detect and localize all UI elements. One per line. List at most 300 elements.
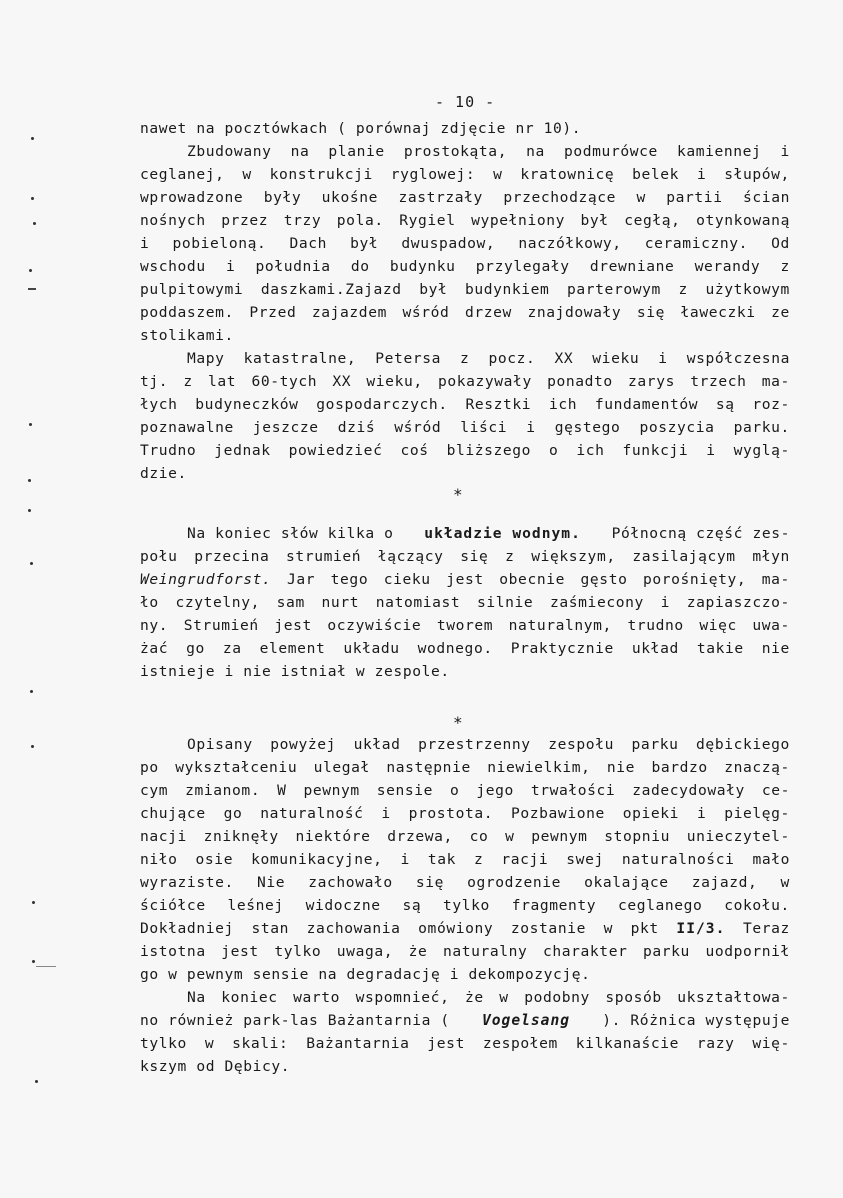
text-line bbox=[140, 140, 790, 163]
word: zespołem bbox=[482, 1035, 558, 1052]
word: warto bbox=[293, 989, 341, 1006]
word: niło bbox=[140, 851, 178, 868]
margin-mark bbox=[28, 509, 31, 512]
word: nośnych bbox=[140, 212, 206, 229]
word: strumień bbox=[286, 548, 362, 565]
word: następnie bbox=[386, 759, 471, 776]
word: trzech bbox=[690, 373, 747, 390]
word: żać bbox=[140, 640, 169, 657]
word: drzewa, bbox=[387, 828, 453, 845]
word: fundamentów bbox=[594, 396, 699, 413]
word: tworem bbox=[436, 617, 494, 634]
word: układ bbox=[353, 736, 401, 753]
word: pokazywały bbox=[437, 373, 532, 390]
word: dziś bbox=[337, 419, 376, 436]
word: XX bbox=[554, 350, 574, 367]
word: okalające bbox=[584, 874, 669, 891]
word: Pozbawione bbox=[511, 805, 605, 822]
text-line bbox=[140, 416, 790, 439]
text-line bbox=[140, 779, 790, 802]
word: zastrzały bbox=[398, 189, 483, 206]
word: podmurówce bbox=[564, 143, 658, 160]
word: istotna bbox=[140, 943, 206, 960]
word: słupów, bbox=[724, 166, 790, 183]
word: swej bbox=[566, 851, 604, 868]
word: zespołu bbox=[548, 736, 614, 753]
word: kratownicę bbox=[520, 166, 615, 183]
word: daszkami.Zajazd bbox=[260, 281, 402, 298]
word: jego bbox=[476, 782, 514, 799]
word: tak bbox=[427, 851, 457, 868]
word: go bbox=[186, 640, 205, 657]
word: się bbox=[460, 548, 489, 565]
word: Nie bbox=[256, 874, 286, 891]
text-line bbox=[140, 591, 790, 614]
word: w bbox=[636, 189, 646, 206]
word: z bbox=[780, 258, 790, 275]
word: ze bbox=[771, 304, 790, 321]
word: układu bbox=[343, 640, 400, 657]
text-line bbox=[140, 1032, 790, 1055]
word: roz- bbox=[752, 396, 790, 413]
word: nurt bbox=[321, 594, 360, 611]
word: powiedzieć bbox=[288, 442, 383, 459]
word: tj. bbox=[140, 373, 169, 390]
word: pulpitowymi bbox=[140, 281, 244, 298]
word: w bbox=[242, 166, 252, 183]
word: był bbox=[350, 235, 379, 252]
word: parku. bbox=[733, 419, 790, 436]
word: Praktycznie bbox=[510, 640, 614, 657]
word: wyglą- bbox=[733, 442, 790, 459]
word: katastralne, bbox=[243, 350, 357, 367]
word: ich bbox=[576, 442, 605, 459]
word: funkcji bbox=[622, 442, 689, 459]
margin-mark bbox=[30, 690, 33, 693]
word: Resztki bbox=[465, 396, 532, 413]
word: parku bbox=[643, 943, 690, 960]
word: przez bbox=[221, 212, 269, 229]
word: pobieloną. bbox=[172, 235, 267, 252]
word: takie bbox=[696, 640, 744, 657]
word: ukształtowa- bbox=[677, 989, 790, 1006]
margin-mark bbox=[32, 901, 35, 904]
word: pola. bbox=[336, 212, 384, 229]
text-line bbox=[140, 301, 790, 324]
word: konstrukcji bbox=[269, 166, 373, 183]
word: ). Różnica występuje bbox=[602, 1012, 790, 1029]
word: Dokładniej bbox=[140, 920, 234, 937]
text-line bbox=[140, 186, 790, 209]
word: z bbox=[678, 281, 688, 298]
word: stan bbox=[251, 920, 290, 937]
word: czytelny, bbox=[175, 594, 260, 611]
word: o bbox=[549, 442, 559, 459]
text-line: stolikami. bbox=[140, 327, 234, 344]
word: oczywiście bbox=[327, 617, 422, 634]
word: w bbox=[204, 1035, 215, 1052]
word: wschodu bbox=[140, 258, 206, 275]
word: wykształceniu bbox=[175, 759, 298, 776]
text-line bbox=[140, 986, 790, 1009]
word: przestrzenny bbox=[418, 736, 531, 753]
word: z bbox=[474, 851, 484, 868]
word: i bbox=[400, 851, 410, 868]
text-line: kszym od Dębicy. bbox=[140, 1058, 291, 1075]
word: naczółkowy, bbox=[518, 235, 622, 252]
word: unieczytel- bbox=[686, 828, 790, 845]
word: był bbox=[419, 281, 448, 298]
word: naturalnym, bbox=[508, 617, 612, 634]
word: Jar bbox=[286, 571, 316, 588]
word: gospodarczych. bbox=[316, 396, 448, 413]
word: ścian bbox=[743, 189, 790, 206]
word: sposób bbox=[605, 989, 662, 1006]
word: łych bbox=[140, 396, 178, 413]
word: w bbox=[505, 828, 515, 845]
word: w bbox=[603, 920, 613, 937]
word: zajazdem bbox=[311, 304, 387, 321]
word: cieku bbox=[383, 571, 431, 588]
word: tego bbox=[330, 571, 369, 588]
word: zapiaszczo- bbox=[686, 594, 790, 611]
word: jest bbox=[427, 1035, 465, 1052]
word: ce- bbox=[761, 782, 790, 799]
word: zasilającym bbox=[632, 548, 736, 565]
section-separator: * bbox=[453, 713, 463, 732]
word: ryglowej: bbox=[390, 166, 476, 183]
word: dębickiego bbox=[696, 736, 790, 753]
text-line bbox=[140, 802, 790, 825]
word: z bbox=[460, 350, 470, 367]
word: trzy bbox=[283, 212, 322, 229]
word: skali: bbox=[232, 1035, 289, 1052]
word: powyżej bbox=[270, 736, 336, 753]
word: wśród bbox=[394, 419, 442, 436]
word: zaśmiecony bbox=[550, 594, 644, 611]
word: drewniane bbox=[589, 258, 675, 275]
word: w bbox=[493, 166, 503, 183]
word: budynku bbox=[389, 258, 456, 275]
word: Teraz bbox=[742, 920, 790, 937]
word: parterowym bbox=[567, 281, 661, 298]
text-line bbox=[140, 163, 790, 186]
word: prostota. bbox=[408, 805, 494, 822]
word: o bbox=[450, 782, 460, 799]
text-line: nawet na pocztówkach ( porównaj zdjęcie nr 10). bbox=[140, 120, 582, 137]
word: był bbox=[580, 212, 609, 229]
word: poszycia bbox=[639, 419, 715, 436]
text-line bbox=[140, 439, 790, 462]
word: wodnego. bbox=[417, 640, 493, 657]
text-line bbox=[140, 1009, 790, 1032]
word: uwaga, bbox=[336, 943, 394, 960]
word: cym bbox=[140, 782, 169, 799]
word: naturalności bbox=[621, 851, 735, 868]
word: wieku bbox=[592, 350, 640, 367]
word: cegłą, bbox=[624, 212, 681, 229]
word: belek bbox=[632, 166, 680, 183]
word: koniec bbox=[221, 989, 278, 1006]
word: chujące bbox=[140, 805, 206, 822]
word: bardzo bbox=[651, 759, 708, 776]
margin-mark bbox=[33, 222, 36, 225]
text-block-2 bbox=[140, 522, 790, 683]
word: ceramiczny. bbox=[644, 235, 749, 252]
word: po bbox=[140, 759, 159, 776]
word: zachowania bbox=[306, 920, 401, 937]
word: wspomnieć, bbox=[355, 989, 450, 1006]
word: łączący bbox=[377, 548, 444, 565]
word: porośnięty, bbox=[643, 571, 747, 588]
word: są bbox=[402, 897, 422, 914]
text-line bbox=[140, 209, 790, 232]
word: Mapy bbox=[187, 350, 225, 367]
word: coś bbox=[400, 442, 429, 459]
word: Weingrudforst. bbox=[140, 571, 272, 588]
word: były bbox=[263, 189, 302, 206]
word: charakter bbox=[542, 943, 628, 960]
word: Bażantarnia bbox=[306, 1035, 410, 1052]
word: sensie bbox=[376, 782, 434, 799]
word: uwa- bbox=[752, 617, 790, 634]
word: Na bbox=[187, 989, 206, 1006]
margin-mark bbox=[35, 1080, 38, 1083]
word: W bbox=[277, 782, 287, 799]
word: prostokąta, bbox=[403, 143, 508, 160]
word: zmianom. bbox=[185, 782, 261, 799]
word: budyneczków bbox=[195, 396, 299, 413]
word: natomiast bbox=[375, 594, 461, 611]
word: ulegał bbox=[313, 759, 370, 776]
text-line bbox=[140, 848, 790, 871]
word: parku bbox=[631, 736, 679, 753]
word: zadecydowały bbox=[632, 782, 745, 799]
word: przylegały bbox=[475, 258, 570, 275]
word: silnie bbox=[476, 594, 534, 611]
word: zarys bbox=[628, 373, 675, 390]
word: II/3. bbox=[676, 920, 726, 937]
word: wprowadzone bbox=[140, 189, 244, 206]
word: ło bbox=[140, 594, 159, 611]
section-separator: * bbox=[453, 485, 463, 504]
word: ma- bbox=[761, 373, 790, 390]
word: układzie wodnym. bbox=[424, 525, 581, 542]
word: więc bbox=[699, 617, 737, 634]
word: widoczne bbox=[305, 897, 381, 914]
word: element bbox=[259, 640, 326, 657]
margin-mark bbox=[31, 197, 34, 200]
word: i bbox=[780, 143, 790, 160]
word: i bbox=[526, 419, 536, 436]
word: wypełniony bbox=[471, 212, 565, 229]
word: i bbox=[381, 805, 391, 822]
word: gęstego bbox=[554, 419, 621, 436]
word: osie bbox=[195, 851, 234, 868]
word: Zbudowany bbox=[187, 143, 272, 160]
word: Północną część zes- bbox=[611, 525, 790, 542]
word: nie bbox=[761, 640, 790, 657]
word: w bbox=[499, 989, 509, 1006]
word: się bbox=[415, 874, 445, 891]
text-line bbox=[140, 894, 790, 917]
word: no również park-las Bażantarnia ( bbox=[140, 1012, 450, 1029]
page-number: - 10 - bbox=[435, 93, 496, 111]
word: pewnym bbox=[303, 782, 360, 799]
word: jest bbox=[446, 571, 484, 588]
word: Na koniec słów kilka o bbox=[187, 525, 394, 542]
text-line bbox=[140, 871, 790, 894]
word: tylko bbox=[442, 897, 490, 914]
word: ma- bbox=[761, 571, 790, 588]
word: niewielkim, bbox=[487, 759, 591, 776]
word: z bbox=[183, 373, 193, 390]
word: przecina bbox=[194, 548, 270, 565]
word: są bbox=[715, 396, 735, 413]
word: Vogelsang bbox=[481, 1012, 571, 1029]
word: znaczą- bbox=[724, 759, 790, 776]
word: otynkowaną bbox=[696, 212, 790, 229]
word: mało bbox=[752, 851, 790, 868]
text-line bbox=[140, 614, 790, 637]
word: trudno bbox=[627, 617, 684, 634]
word: jest bbox=[274, 617, 312, 634]
word: werandy bbox=[694, 258, 761, 275]
text-line bbox=[140, 756, 790, 779]
word: ławeczki bbox=[680, 304, 756, 321]
text-line bbox=[140, 637, 790, 660]
word: XX bbox=[332, 373, 352, 390]
word: wśród bbox=[402, 304, 450, 321]
margin-mark bbox=[29, 423, 32, 426]
word: układ bbox=[631, 640, 679, 657]
word: fragmenty bbox=[511, 897, 597, 914]
word: Opisany bbox=[187, 736, 253, 753]
word: większym, bbox=[531, 548, 616, 565]
word: podobny bbox=[524, 989, 590, 1006]
word: bliższego bbox=[446, 442, 532, 459]
word: zniknęły bbox=[203, 828, 279, 845]
word: trwałości bbox=[530, 782, 616, 799]
word: południa bbox=[255, 258, 331, 275]
word: i bbox=[706, 442, 716, 459]
word: ponadto bbox=[547, 373, 613, 390]
word: ich bbox=[548, 396, 578, 413]
text-line bbox=[140, 545, 790, 568]
margin-mark bbox=[30, 562, 33, 565]
word: się bbox=[636, 304, 666, 321]
margin-mark bbox=[31, 137, 34, 140]
word: i bbox=[658, 350, 668, 367]
word: Przed bbox=[249, 304, 297, 321]
word: że bbox=[408, 943, 428, 960]
word: tylko bbox=[274, 943, 322, 960]
word: i bbox=[225, 258, 236, 275]
word: ceglanej, bbox=[140, 166, 225, 183]
text-line bbox=[140, 733, 790, 756]
word: racji bbox=[501, 851, 549, 868]
word: naturalny bbox=[442, 943, 528, 960]
word: wyraziste. bbox=[140, 874, 234, 891]
word: planie bbox=[328, 143, 385, 160]
word: go bbox=[223, 805, 243, 822]
text-line: go w pewnym sensie na degradację i dekompozycję. bbox=[140, 966, 591, 983]
text-line bbox=[140, 393, 790, 416]
word: Rygiel bbox=[399, 212, 456, 229]
word: kamiennej bbox=[676, 143, 762, 160]
text-line bbox=[140, 568, 790, 591]
text-block-1 bbox=[140, 117, 790, 485]
word: Dach bbox=[289, 235, 328, 252]
margin-mark bbox=[29, 269, 32, 272]
text-line bbox=[140, 370, 790, 393]
word: poznawalne bbox=[140, 419, 234, 436]
margin-mark bbox=[28, 479, 31, 482]
word: Petersa bbox=[375, 350, 441, 367]
text-line: istnieje i nie istniał w zespole. bbox=[140, 663, 450, 680]
text-line bbox=[140, 232, 790, 255]
word: kilkanaście bbox=[575, 1035, 680, 1052]
word: co bbox=[469, 828, 489, 845]
word: jest bbox=[221, 943, 259, 960]
word: że bbox=[464, 989, 484, 1006]
word: za bbox=[222, 640, 242, 657]
word: partii bbox=[666, 189, 723, 206]
word: pielęg- bbox=[724, 805, 790, 822]
word: i bbox=[660, 594, 670, 611]
word: zostanie bbox=[510, 920, 586, 937]
word: ukośne bbox=[321, 189, 378, 206]
text-line bbox=[140, 278, 790, 301]
word: stopniu bbox=[604, 828, 670, 845]
word: i bbox=[696, 166, 707, 183]
word: i bbox=[140, 235, 150, 252]
text-line bbox=[140, 917, 790, 940]
text-line bbox=[140, 825, 790, 848]
word: połu bbox=[140, 548, 178, 565]
word: zajazd, bbox=[691, 874, 758, 891]
word: cokołu. bbox=[724, 897, 790, 914]
margin-mark bbox=[32, 960, 35, 963]
word: na bbox=[526, 143, 545, 160]
word: omówiony bbox=[418, 920, 494, 937]
word: na bbox=[290, 143, 310, 160]
word: z bbox=[505, 548, 515, 565]
margin-mark bbox=[36, 966, 56, 967]
word: obecnie bbox=[499, 571, 565, 588]
word: 60-tych bbox=[251, 373, 318, 390]
word: nie bbox=[606, 759, 636, 776]
word: lat bbox=[208, 373, 237, 390]
word: Od bbox=[771, 235, 790, 252]
text-line bbox=[140, 347, 790, 370]
word: tylko bbox=[140, 1035, 187, 1052]
text-line bbox=[140, 522, 790, 545]
word: i bbox=[696, 805, 707, 822]
word: do bbox=[350, 258, 370, 275]
text-line: dzie. bbox=[140, 465, 187, 482]
word: ściółce bbox=[140, 897, 206, 914]
word: leśnej bbox=[227, 897, 284, 914]
word: gęsto bbox=[580, 571, 628, 588]
word: przechodzące bbox=[503, 189, 616, 206]
word: współczesna bbox=[686, 350, 790, 367]
word: Trudno bbox=[140, 442, 197, 459]
word: niektóre bbox=[295, 828, 371, 845]
word: uodpornił bbox=[705, 943, 790, 960]
word: w bbox=[780, 874, 790, 891]
word: sam bbox=[276, 594, 305, 611]
